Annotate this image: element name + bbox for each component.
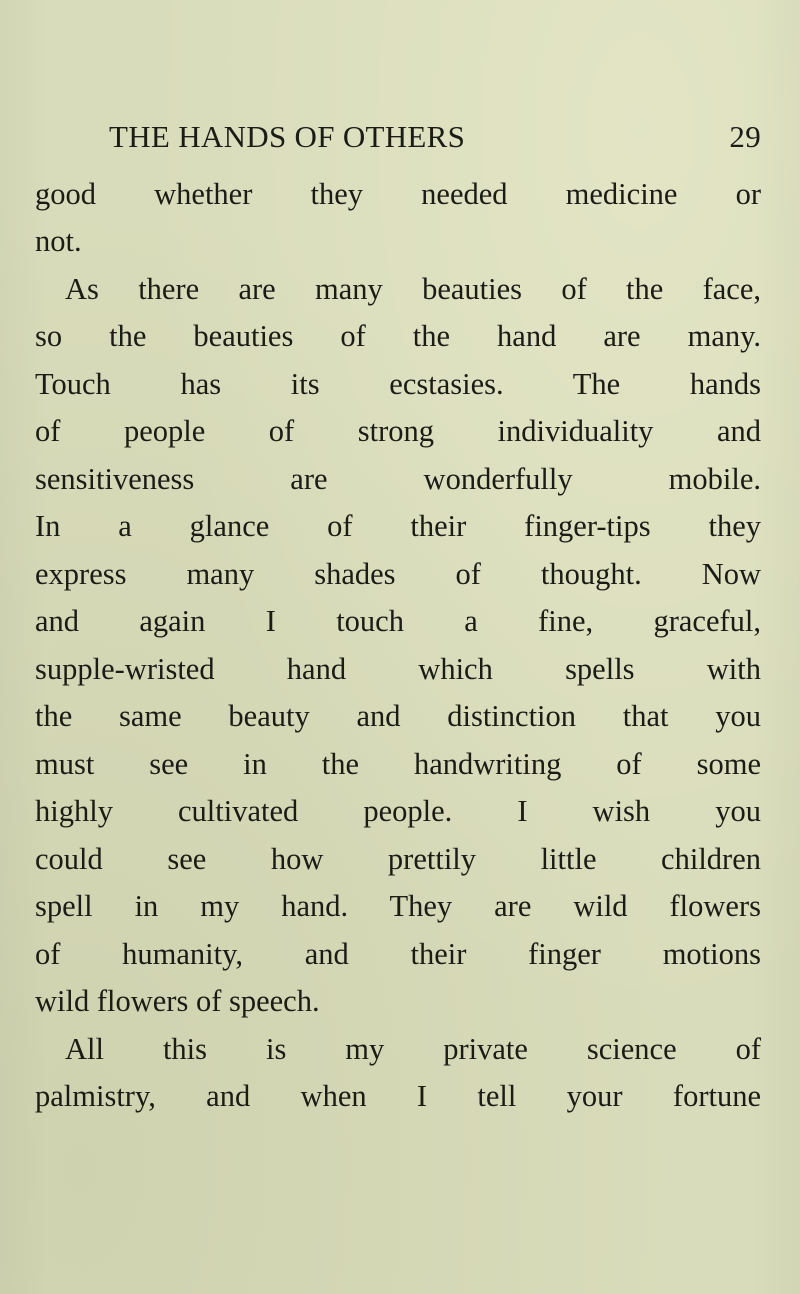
page-number: 29 <box>729 119 761 154</box>
text-line: wild flowers of speech. <box>35 984 320 1018</box>
text-line: could see how prettily little children <box>35 842 761 876</box>
text-line: All this is my private science of <box>65 1032 761 1066</box>
text-line: and again I touch a fine, graceful, <box>35 604 761 638</box>
running-head <box>35 117 761 157</box>
text-line: of people of strong individuality and <box>35 414 761 448</box>
text-line: spell in my hand. They are wild flowers <box>35 889 761 923</box>
text-line: good whether they needed medicine or <box>35 177 761 211</box>
text-line: not. <box>35 224 82 258</box>
text-line: the same beauty and distinction that you <box>35 699 761 733</box>
text-line: express many shades of thought. Now <box>35 557 761 591</box>
text-line: highly cultivated people. I wish you <box>35 794 761 828</box>
text-line: so the beauties of the hand are many. <box>35 319 761 353</box>
text-line: In a glance of their finger-tips they <box>35 509 761 543</box>
text-line: supple-wristed hand which spells with <box>35 652 761 686</box>
text-line: must see in the handwriting of some <box>35 747 761 781</box>
text-line: of humanity, and their finger motions <box>35 937 761 971</box>
running-head-title: THE HANDS OF OTHERS <box>109 119 466 154</box>
text-line: Touch has its ecstasies. The hands <box>35 367 761 401</box>
text-line: As there are many beauties of the face, <box>65 272 761 306</box>
text-line: sensitiveness are wonderfully mobile. <box>35 462 761 496</box>
text-line: palmistry, and when I tell your fortune <box>35 1079 761 1113</box>
